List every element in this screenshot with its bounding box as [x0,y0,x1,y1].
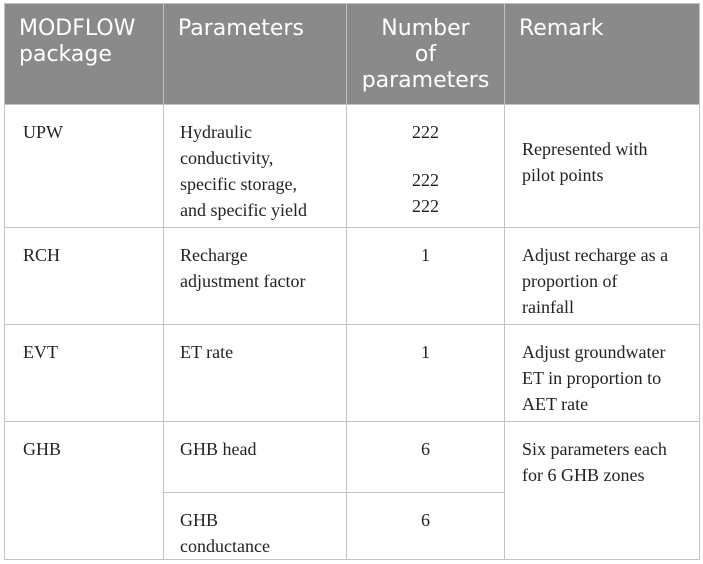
cell-count-upw [347,105,505,228]
table-row-evt [5,325,700,422]
header-remark-label: Remark [519,16,604,41]
header-parameters-label: Parameters [178,16,304,41]
params-ghb-conductance-line-2: conductance [180,536,270,556]
params-rch-line-1: Recharge [180,245,248,265]
package-upw: UPW [23,122,63,142]
cell-remark-ghb [505,422,700,560]
header-remark [505,4,700,105]
cell-remark-rch [505,228,700,325]
count-evt: 1 [421,342,430,362]
header-row [5,4,700,105]
params-upw-line-4: and specific yield [180,200,307,220]
cell-count-ghb-conductance [347,493,505,560]
count-rch: 1 [421,245,430,265]
table-row-rch [5,228,700,325]
header-number-of-parameters [347,4,505,105]
header-package [5,4,164,105]
cell-package-evt [5,325,164,422]
table-header [5,4,700,105]
remark-evt-line-2: ET in proportion to [522,368,662,388]
params-evt-line-1: ET rate [180,342,234,362]
remark-rch-line-2: proportion of [522,271,618,291]
remark-evt-line-1: Adjust groundwater [522,342,666,362]
header-count-line-3: parameters [361,68,490,93]
table-body [5,105,700,560]
remark-upw-line-2: pilot points [522,165,604,185]
header-count-line-1: Number [381,16,470,41]
remark-upw-line-1: Represented with [522,139,648,159]
cell-params-rch [164,228,347,325]
count-ghb-conductance: 6 [421,510,430,530]
header-package-line-2: package [19,42,112,67]
count-upw-1: 222 [412,122,439,142]
package-rch: RCH [23,245,61,265]
cell-count-evt [347,325,505,422]
cell-params-evt [164,325,347,422]
params-ghb-head-line-1: GHB head [180,439,257,459]
header-parameters [164,4,347,105]
cell-count-rch [347,228,505,325]
count-upw-3: 222 [412,196,439,216]
cell-params-ghb-head [164,422,347,493]
cell-package-ghb [5,422,164,560]
remark-ghb-line-2: for 6 GHB zones [522,465,645,485]
cell-remark-upw [505,105,700,228]
modflow-parameters-table [4,3,700,560]
package-ghb: GHB [23,439,62,459]
count-upw-2: 222 [412,170,439,190]
params-upw-line-3: specific storage, [180,174,297,194]
cell-params-upw [164,105,347,228]
remark-rch-line-3: rainfall [522,297,574,317]
table-row-ghb-head [5,422,700,493]
remark-evt-line-3: AET rate [522,394,589,414]
remark-ghb-line-1: Six parameters each [522,439,667,459]
cell-package-upw [5,105,164,228]
table-row-upw [5,105,700,228]
params-ghb-conductance-line-1: GHB [180,510,219,530]
params-upw-line-2: conductivity, [180,148,274,168]
header-package-line-1: MODFLOW [19,16,136,41]
cell-package-rch [5,228,164,325]
package-evt: EVT [23,342,58,362]
params-upw-line-1: Hydraulic [180,122,252,142]
count-ghb-head: 6 [421,439,430,459]
header-count-line-2: of [414,42,437,67]
params-rch-line-2: adjustment factor [180,271,306,291]
cell-count-ghb-head [347,422,505,493]
cell-params-ghb-conductance [164,493,347,560]
remark-rch-line-1: Adjust recharge as a [522,245,669,265]
cell-remark-evt [505,325,700,422]
